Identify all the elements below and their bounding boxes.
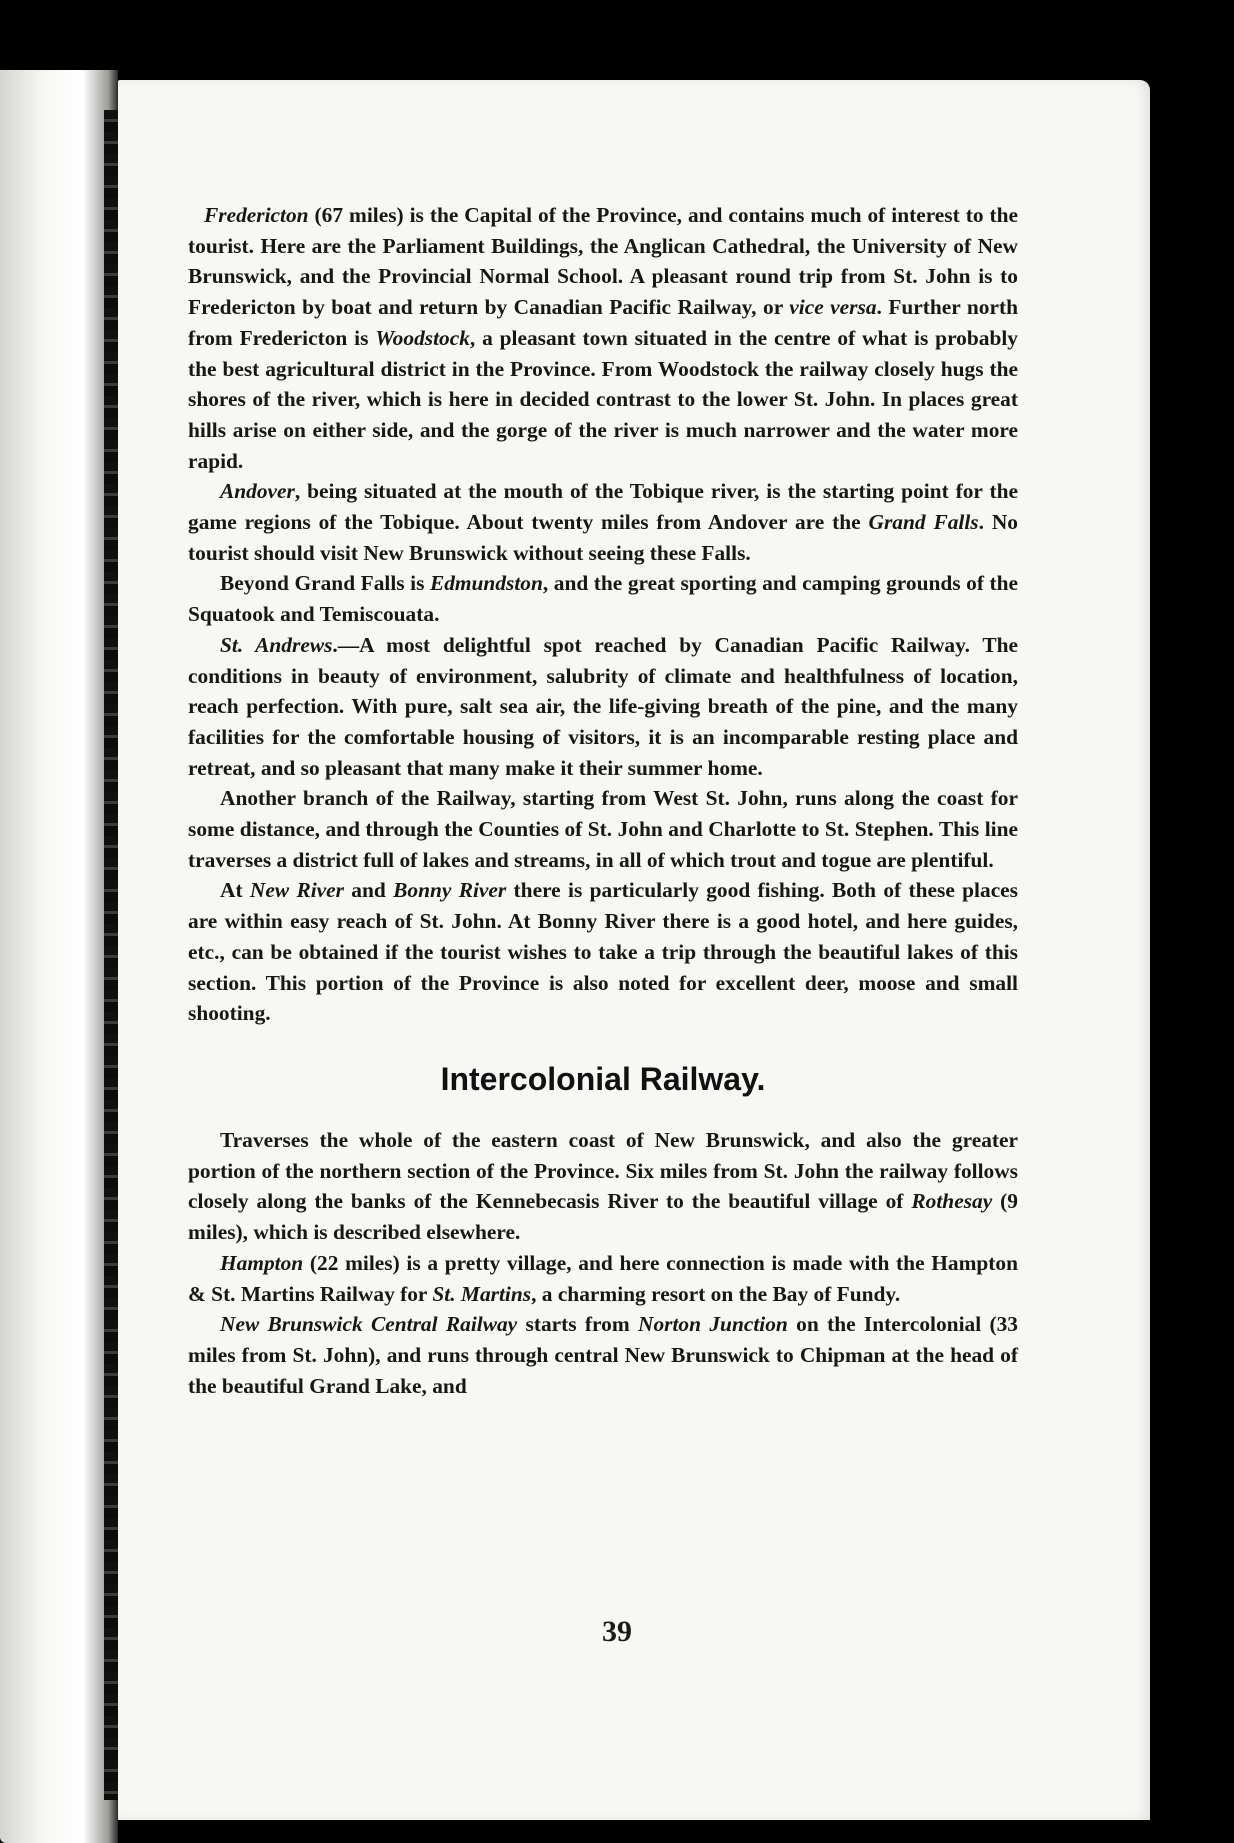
paragraph (188, 1248, 1018, 1309)
spine-binding-edge (104, 110, 118, 1800)
italic-term: Hampton (220, 1250, 304, 1275)
paragraph (188, 568, 1018, 629)
italic-term: Rothesay (911, 1189, 993, 1214)
page-body-text (188, 200, 1018, 1401)
italic-term: vice versa (789, 295, 877, 320)
paragraph (188, 783, 1018, 875)
page-number: 39 (602, 1615, 632, 1648)
text-run: and (343, 878, 394, 903)
text-run: , a pleasant town situated in the centre of what is probably the best agricultural district in the Province. From Woodstock the railway closely hugs the shores of the river, which is here in decided contrast to the lower St. John. In places great hills arise on either side, and the gorge of the river is much narrower and the water more rapid. (188, 325, 1018, 473)
paragraph (188, 630, 1018, 784)
italic-term: New Brunswick Central Railway (220, 1312, 518, 1337)
italic-term: Andover (220, 479, 295, 504)
text-run: on the Intercolonial (33 miles from St. John), and runs through central New Brunswick to Chipman at the head of the beautiful Grand Lake, and (188, 1312, 1019, 1398)
text-run: (22 miles) is a pretty village, and here connection is made with the Hampton & St. Martins Railway for (188, 1250, 1018, 1306)
text-run: starts from (517, 1312, 639, 1337)
text-run: Another branch of the Railway, starting from West St. John, runs along the coast for some distance, and through the Counties of St. John and Charlotte to St. Stephen. This line traverses a district full of lakes and streams, in all of which trout and togue are plentiful. (188, 786, 1018, 872)
text-run: Traverses the whole of the eastern coast of New Brunswick, and also the greater portion of the northern section of the Province. Six miles from St. John the railway follows closely along the banks of the Kennebecasis River to the beautiful village of (188, 1127, 1018, 1214)
paragraph (188, 875, 1018, 1029)
text-run: , and the great sporting and camping grounds of the Squatook and Temiscouata. (188, 571, 1018, 627)
italic-term: Norton Junction (638, 1312, 788, 1337)
paragraph (188, 1309, 1018, 1401)
paragraph (188, 1125, 1018, 1248)
italic-term: Woodstock (375, 325, 470, 350)
section-intercolonial-railway (188, 1125, 1018, 1401)
text-run: (67 miles) is the Capital of the Province, and contains much of interest to the tourist. Here are the Parliament Buildings, the Anglican Cathedral, the University of New Brunswick, and the Provincial Normal School. A pleasant round trip from St. John is to Fredericton by boat and return by Canadian Pacific Railway, or (188, 203, 1018, 320)
italic-term: Fredericton (204, 203, 309, 227)
paragraph (188, 200, 1018, 476)
italic-term: St. Andrews (220, 632, 333, 657)
text-run: .—A most delightful spot reached by Canadian Pacific Railway. The conditions in beauty of environment, salubrity of climate and healthfulness of location, reach perfection. With pure, salt sea air, the life-giving breath of the pine, and the many facilities for the comfortable housing of visitors, it is an incomparable resting place and retreat, and so pleasant that many make it their summer home. (188, 632, 1018, 780)
italic-term: Edmundston (429, 571, 543, 596)
text-run: At (220, 878, 250, 903)
text-run: . Further north from Fredericton is (188, 295, 1018, 350)
italic-term: Bonny River (393, 878, 507, 903)
paragraph (188, 476, 1018, 568)
italic-term: Grand Falls (868, 510, 979, 535)
text-run: , being situated at the mouth of the Tobique river, is the starting point for the game regions of the Tobique. About twenty miles from Andover are the (188, 479, 1018, 535)
text-run: , a charming resort on the Bay of Fundy. (531, 1281, 901, 1306)
italic-term: New River (249, 878, 344, 903)
text-run: . No tourist should visit New Brunswick without seeing these Falls. (188, 510, 1018, 565)
text-run: (9 miles), which is described elsewhere. (188, 1189, 1018, 1245)
text-run: Beyond Grand Falls is (220, 571, 430, 596)
italic-term: St. Martins (432, 1281, 532, 1306)
text-run: there is particularly good fishing. Both of these places are within easy reach of St. John. At Bonny River there is a good hotel, and here guides, etc., can be obtained if the tourist wishes to take a trip through the beautiful lakes of this section. This portion of the Province is also noted for excellent deer, moose and small shooting. (188, 878, 1019, 1026)
section-tourist-routes (188, 200, 1018, 1029)
book-spine (0, 70, 118, 1843)
section-heading: Intercolonial Railway. (440, 1060, 766, 1097)
